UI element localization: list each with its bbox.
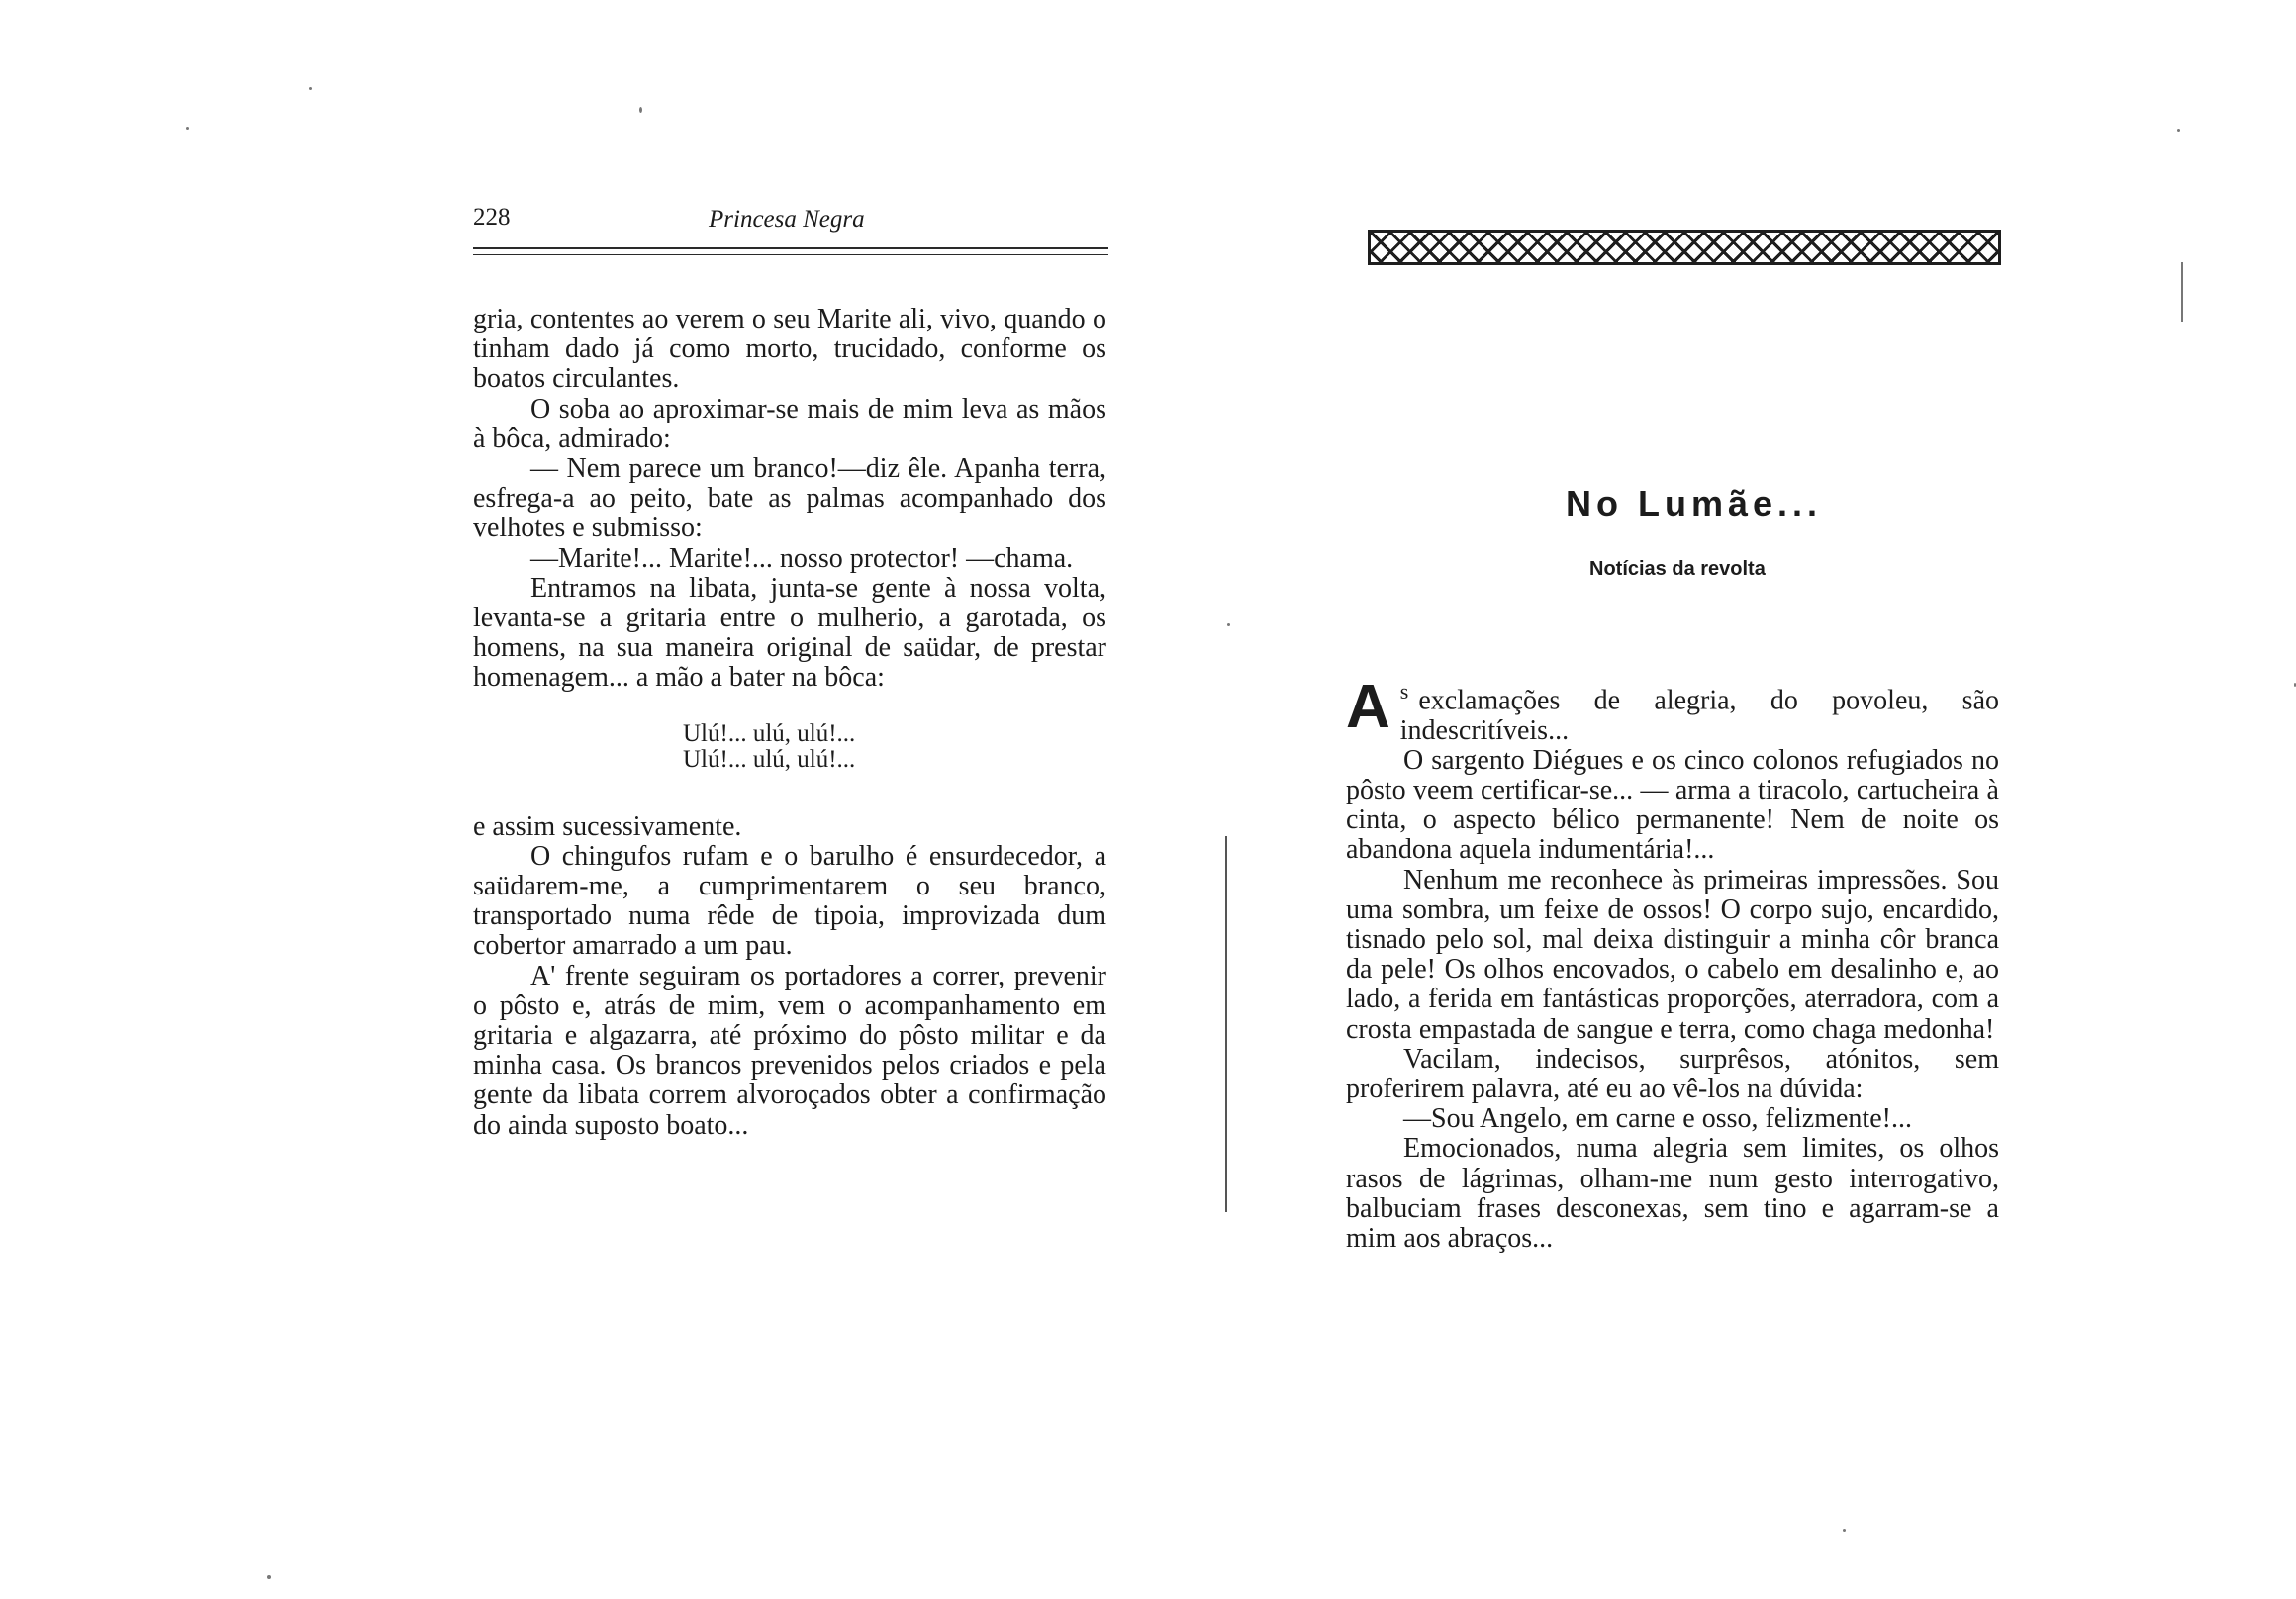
verse-block xyxy=(473,721,1106,773)
running-title: Princesa Negra xyxy=(709,206,865,233)
paragraph: O sargento Diégues e os cinco colonos refugiados no pôsto veem certificar-se... — arma a tiracolo, cartucheira à cinta, o aspecto bélico permanente! Nem de noite os abandona aquela indumentária!... xyxy=(1346,744,1999,866)
header-rule xyxy=(473,247,1108,255)
drop-cap: A xyxy=(1346,673,1390,741)
scan-speck xyxy=(1843,1529,1846,1532)
verse-line: Ulú!... ulú, ulú!... xyxy=(683,745,856,773)
verse-line: Ulú!... ulú, ulú!... xyxy=(683,719,856,747)
page-number: 228 xyxy=(473,204,511,231)
scan-speck xyxy=(639,107,642,113)
scan-speck xyxy=(309,87,312,90)
paragraph: — Nem parece um branco!—diz êle. Apanha terra, esfrega-a ao peito, bate as palmas acompanhado dos velhotes e submisso: xyxy=(473,453,1106,544)
paragraph: gria, contentes ao verem o seu Marite ali, vivo, quando o tinham dado já como morto, trucidado, conforme os boatos circulantes. xyxy=(473,304,1106,395)
scan-speck xyxy=(2181,262,2183,322)
chapter-subtitle: Notícias da revolta xyxy=(1589,558,1766,580)
paragraph: —Marite!... Marite!... nosso protector! —chama. xyxy=(530,542,1074,574)
paragraph: O soba ao aproximar-se mais de mim leva as mãos à bôca, admirado: xyxy=(473,393,1106,454)
paragraph: Nenhum me reconhece às primeiras impressões. Sou uma sombra, um feixe de ossos! O corpo sujo, encardido, tisnado pelo sol, mal deixa distinguir a minha côr branca da pele! Os olhos encovados, o cabelo em desalinho e, ao lado, a ferida em fantásticas proporções, aterradora, com a crosta empastada de sangue e terra, como chaga medonha! xyxy=(1346,864,1999,1045)
paragraph: Emocionados, numa alegria sem limites, os olhos rasos de lágrimas, olham-me num gesto interrogativo, balbuciam frases desconexas, sem tino e agarram-se a mim aos abraços... xyxy=(1346,1133,1999,1254)
scan-speck xyxy=(1227,623,1230,626)
paragraph: —Sou Angelo, em carne e osso, felizmente!... xyxy=(1403,1103,1912,1135)
drop-cap-rest: s xyxy=(1399,679,1409,704)
paragraph: Entramos na libata, junta-se gente à nossa volta, levanta-se a gritaria entre o mulherio, a garotada, os homens, na sua maneira original de saüdar, de prestar homenagem... a mão a bater na bôca: xyxy=(473,572,1106,694)
chapter-title: No Lumãe... xyxy=(1566,483,1823,523)
left-body-text xyxy=(473,305,1106,1141)
paragraph: A' frente seguiram os portadores a correr, prevenir o pôsto e, atrás de mim, vem o acompanhamento em gritaria e algazarra, até próximo do pôsto militar e da minha casa. Os brancos prevenidos pelos criados e pela gente da libata correm alvoroçados obter a confirmação do ainda suposto boato... xyxy=(473,960,1106,1141)
scan-speck xyxy=(267,1575,271,1579)
scan-speck xyxy=(2177,129,2180,132)
paragraph: O chingufos rufam e o barulho é ensurdecedor, a saüdarem-me, a cumprimentarem o seu branco, transportado numa rêde de tipoia, improvizada dum cobertor amarrado a um pau. xyxy=(473,840,1106,962)
scan-speck xyxy=(186,127,189,130)
right-body-text xyxy=(1346,673,1999,1254)
left-page xyxy=(465,198,1108,1141)
running-head xyxy=(465,198,1108,241)
paragraph: Vacilam, indecisos, surprêsos, atónitos, sem proferirem palavra, até eu ao vê-los na dúvida: xyxy=(1346,1043,1999,1104)
gutter-mark xyxy=(1225,836,1227,1212)
ornamental-border xyxy=(1368,230,2001,265)
first-paragraph-text: exclamações de alegria, do povoleu, são indescritíveis... xyxy=(1399,685,1999,746)
first-paragraph xyxy=(1346,673,1999,746)
paragraph: e assim sucessivamente. xyxy=(473,810,742,842)
